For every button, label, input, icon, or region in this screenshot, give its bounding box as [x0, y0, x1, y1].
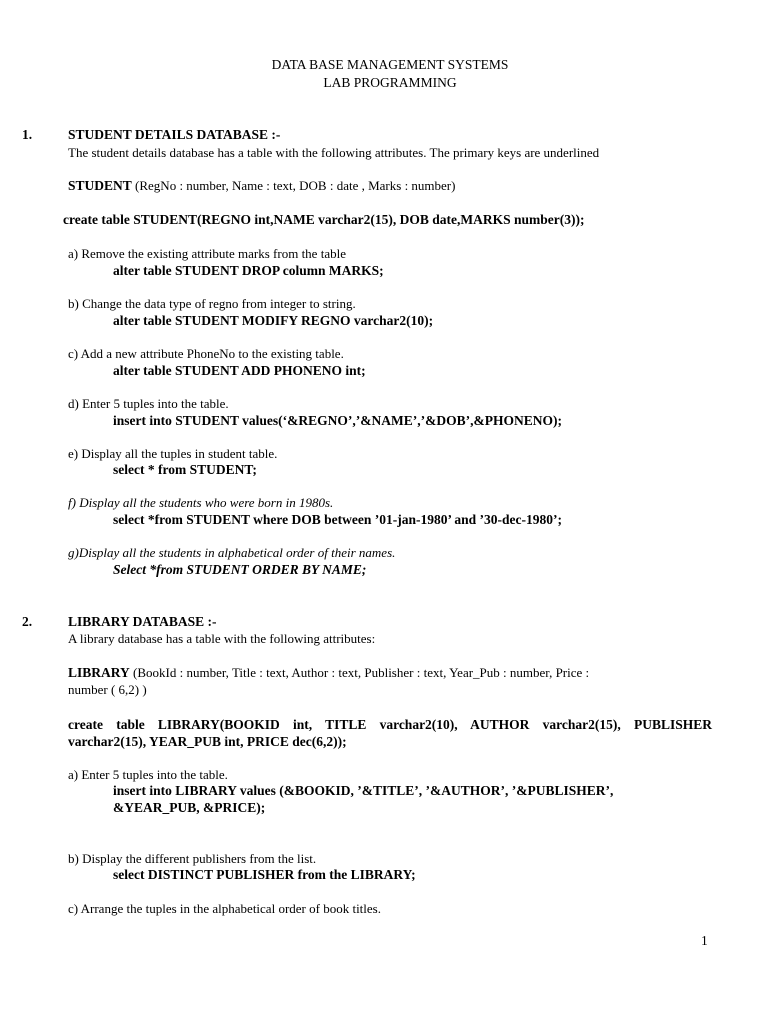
document-title: DATA BASE MANAGEMENT SYSTEMS	[271, 57, 509, 72]
question-2b: b) Display the different publishers from the list.	[68, 851, 317, 866]
section-2-number: 2.	[22, 614, 33, 629]
question-1f: f) Display all the students who were born in 1980s.	[68, 495, 334, 510]
schema-name: LIBRARY	[68, 665, 130, 680]
question-1e: e) Display all the tuples in student table.	[68, 446, 278, 461]
question-1b: b) Change the data type of regno from integer to string.	[68, 296, 356, 311]
question-2c: c) Arrange the tuples in the alphabetical order of book titles.	[68, 901, 381, 916]
schema-attributes: (RegNo : number, Name : text, DOB : date , Marks : number)	[131, 178, 456, 193]
section-1-intro: The student details database has a table with the following attributes. The primary keys are underlined	[68, 145, 600, 160]
section-2-schema	[68, 665, 589, 681]
document-subtitle: LAB PROGRAMMING	[323, 75, 457, 90]
question-2a: a) Enter 5 tuples into the table.	[68, 767, 228, 782]
answer-1e: select * from STUDENT;	[113, 462, 257, 477]
section-2-intro: A library database has a table with the following attributes:	[68, 631, 376, 646]
section-1-heading: STUDENT DETAILS DATABASE :-	[68, 127, 281, 142]
question-1c: c) Add a new attribute PhoneNo to the existing table.	[68, 346, 344, 361]
answer-2b: select DISTINCT PUBLISHER from the LIBRARY;	[113, 867, 416, 882]
answer-2a-line2: &YEAR_PUB, &PRICE);	[113, 800, 266, 815]
section-2-heading: LIBRARY DATABASE :-	[68, 614, 217, 629]
answer-1f: select *from STUDENT where DOB between ’01-jan-1980’ and ’30-dec-1980’;	[113, 512, 562, 527]
answer-1b: alter table STUDENT MODIFY REGNO varchar2(10);	[113, 313, 434, 328]
page-number: 1	[701, 933, 708, 948]
question-1d: d) Enter 5 tuples into the table.	[68, 396, 229, 411]
answer-1g: Select *from STUDENT ORDER BY NAME;	[113, 562, 367, 577]
section-1-number: 1.	[22, 127, 33, 142]
answer-1c: alter table STUDENT ADD PHONENO int;	[113, 363, 366, 378]
section-1-schema	[68, 178, 455, 194]
schema-name: STUDENT	[68, 178, 132, 193]
section-1-create-statement: create table STUDENT(REGNO int,NAME varchar2(15), DOB date,MARKS number(3));	[63, 212, 585, 227]
answer-2a-line1: insert into LIBRARY values (&BOOKID, ’&TITLE’, ’&AUTHOR’, ’&PUBLISHER’,	[113, 783, 614, 798]
question-1g: g)Display all the students in alphabetical order of their names.	[68, 545, 396, 560]
section-2-create-statement: create table LIBRARY(BOOKID int, TITLE varchar2(10), AUTHOR varchar2(15), PUBLISHER varchar2(15), YEAR_PUB int, PRICE dec(6,2));	[68, 717, 712, 749]
schema-attributes: (BookId : number, Title : text, Author : text, Publisher : text, Year_Pub : number, Price :	[129, 665, 590, 680]
section-2-schema-continued: number ( 6,2) )	[68, 682, 147, 697]
question-1a: a) Remove the existing attribute marks from the table	[68, 246, 346, 261]
answer-1a: alter table STUDENT DROP column MARKS;	[113, 263, 384, 278]
answer-1d: insert into STUDENT values(‘&REGNO’,’&NAME’,’&DOB’,&PHONENO);	[113, 413, 562, 428]
